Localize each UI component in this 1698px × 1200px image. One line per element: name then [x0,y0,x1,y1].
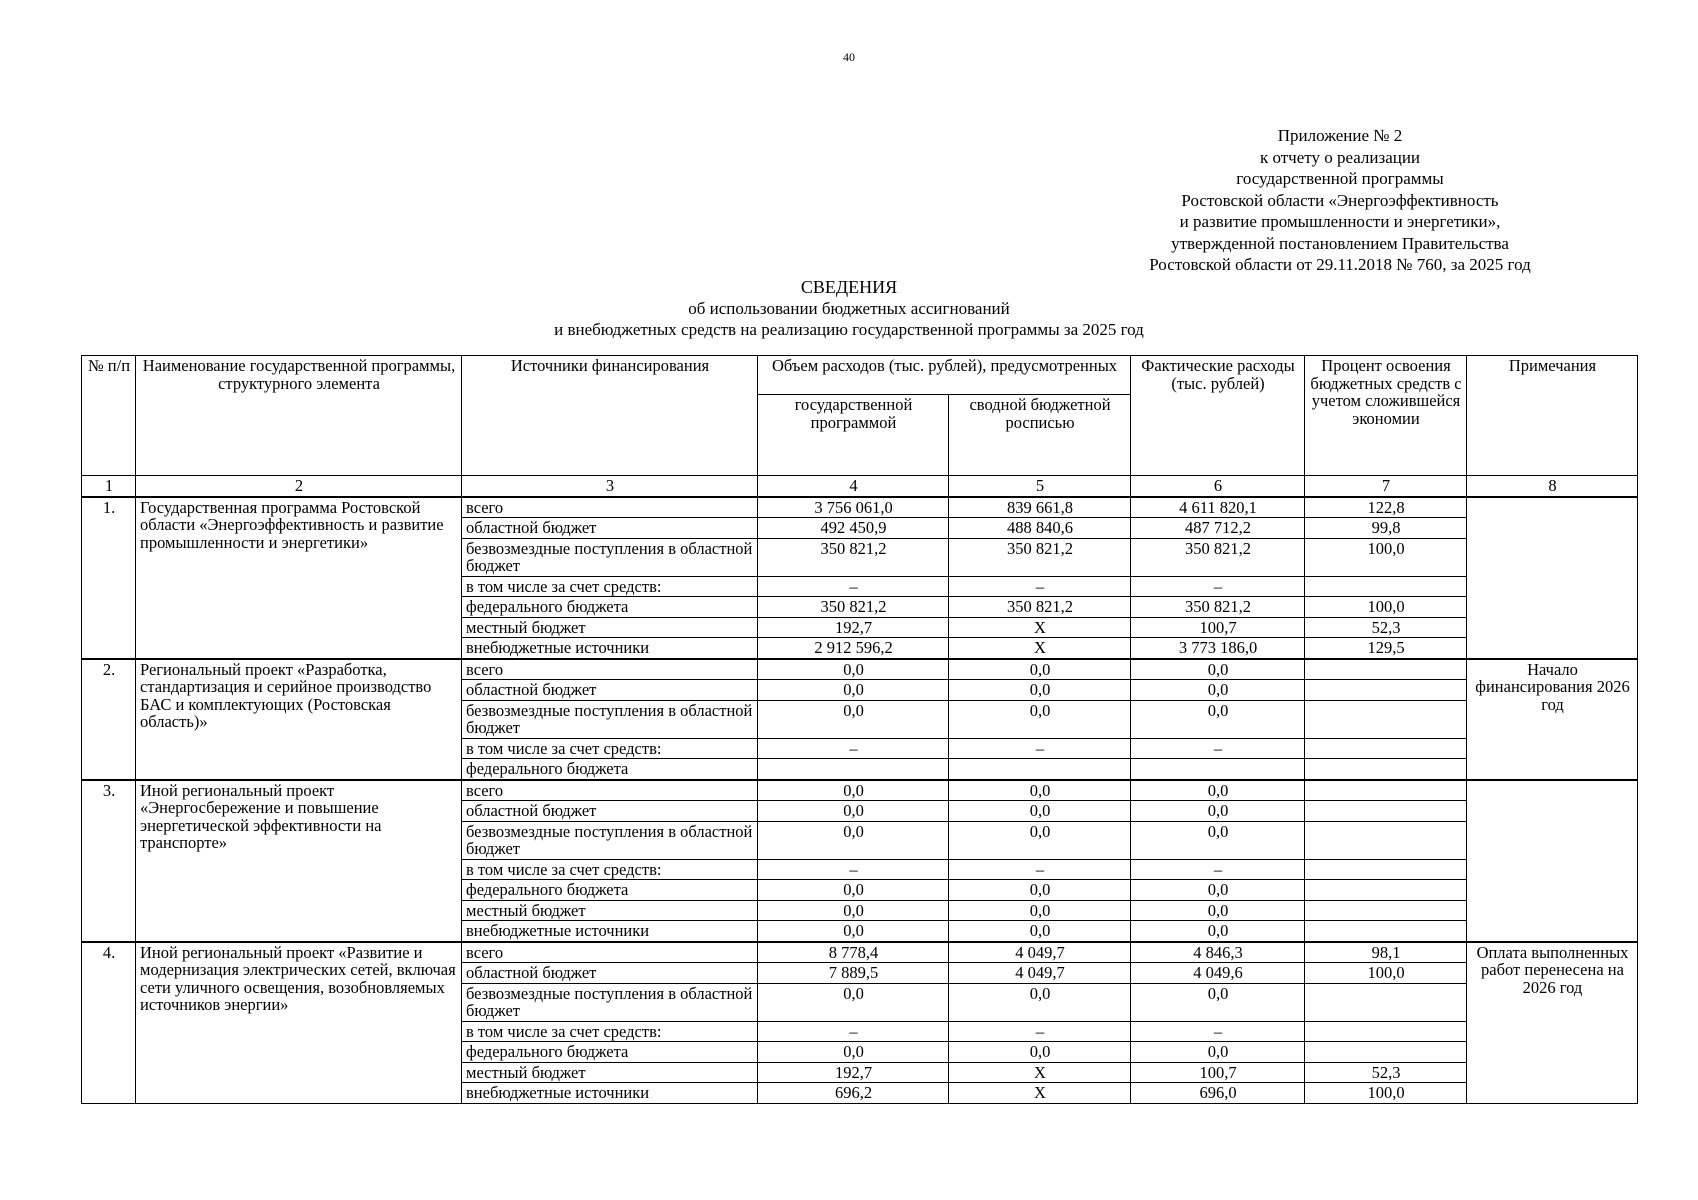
percent-value [1305,1042,1467,1063]
program-amount: 350 821,2 [758,597,949,618]
budget-amount: 4 049,7 [949,942,1131,963]
funding-source: всего [462,497,758,518]
section-name: Иной региональный проект «Развитие и модернизация электрических сетей, включая сети уличного освещения, возобновляемых источников энергии» [136,942,462,1104]
program-amount: 0,0 [758,821,949,859]
actual-amount: 487 712,2 [1131,518,1305,539]
actual-amount [1131,759,1305,780]
program-amount: 0,0 [758,983,949,1021]
section-number: 2. [82,659,136,780]
appendix-line: государственной программы [1236,169,1444,188]
percent-value [1305,780,1467,801]
table-row [82,942,1638,963]
header-by-program: государственной программой [758,395,949,476]
program-amount: 0,0 [758,700,949,738]
funding-source: безвозмездные поступления в областной бюджет [462,983,758,1021]
budget-amount: 4 049,7 [949,963,1131,984]
column-number: 2 [136,476,462,497]
actual-amount: 0,0 [1131,680,1305,701]
percent-value [1305,900,1467,921]
funding-source: всего [462,780,758,801]
funding-source: внебюджетные источники [462,1083,758,1104]
percent-value: 100,0 [1305,1083,1467,1104]
actual-amount: 100,7 [1131,617,1305,638]
percent-value: 100,0 [1305,538,1467,576]
column-number: 6 [1131,476,1305,497]
percent-value [1305,921,1467,942]
funding-source: федерального бюджета [462,1042,758,1063]
funding-source: внебюджетные источники [462,921,758,942]
title-line: об использовании бюджетных ассигнований [688,299,1010,318]
actual-amount: 350 821,2 [1131,597,1305,618]
header-actual: Фактические расходы (тыс. рублей) [1131,356,1305,476]
program-amount: 2 912 596,2 [758,638,949,659]
table-section [82,942,1638,1104]
percent-value: 52,3 [1305,617,1467,638]
funding-source: федерального бюджета [462,880,758,901]
percent-value [1305,659,1467,680]
section-name: Государственная программа Ростовской области «Энергоэффективность и развитие промышленности и энергетики» [136,497,462,659]
program-amount: 0,0 [758,921,949,942]
percent-value: 98,1 [1305,942,1467,963]
budget-amount: 350 821,2 [949,538,1131,576]
column-number: 7 [1305,476,1467,497]
actual-amount: – [1131,859,1305,880]
section-name: Региональный проект «Разработка, стандартизация и серийное производство БАС и комплектующих (Ростовская область)» [136,659,462,780]
actual-amount: 100,7 [1131,1062,1305,1083]
funding-source: в том числе за счет средств: [462,1021,758,1042]
program-amount: – [758,859,949,880]
percent-value [1305,983,1467,1021]
appendix-line: Ростовской области от 29.11.2018 № 760, за 2025 год [1149,255,1531,274]
actual-amount: 0,0 [1131,1042,1305,1063]
appendix-line: и развитие промышленности и энергетики», [1179,212,1501,231]
actual-amount: 0,0 [1131,780,1305,801]
percent-value [1305,576,1467,597]
funding-source: местный бюджет [462,900,758,921]
actual-amount: 3 773 186,0 [1131,638,1305,659]
budget-amount: 0,0 [949,900,1131,921]
program-amount: 0,0 [758,780,949,801]
program-amount [758,759,949,780]
budget-amount: – [949,576,1131,597]
column-number-row [82,476,1638,497]
section-number: 4. [82,942,136,1104]
actual-amount: 350 821,2 [1131,538,1305,576]
budget-amount: – [949,1021,1131,1042]
percent-value: 100,0 [1305,963,1467,984]
actual-amount: 0,0 [1131,900,1305,921]
header-by-budget: сводной бюджетной росписью [949,395,1131,476]
program-amount: 0,0 [758,801,949,822]
table-section [82,780,1638,942]
table-section [82,497,1638,659]
budget-amount: 0,0 [949,780,1131,801]
percent-value [1305,821,1467,859]
funding-source: в том числе за счет средств: [462,738,758,759]
header-percent: Процент освоения бюджетных средств с учетом сложившейся экономии [1305,356,1467,476]
funding-source: безвозмездные поступления в областной бюджет [462,538,758,576]
actual-amount: 0,0 [1131,880,1305,901]
header-num: № п/п [82,356,136,476]
header-volume: Объем расходов (тыс. рублей), предусмотренных [758,356,1131,395]
program-amount: – [758,576,949,597]
actual-amount: – [1131,1021,1305,1042]
actual-amount: 0,0 [1131,821,1305,859]
percent-value [1305,801,1467,822]
budget-amount: 350 821,2 [949,597,1131,618]
funding-source: безвозмездные поступления в областной бюджет [462,821,758,859]
percent-value [1305,1021,1467,1042]
percent-value: 122,8 [1305,497,1467,518]
section-note: Оплата выполненных работ перенесена на 2026 год [1467,942,1638,1104]
actual-amount: 4 049,6 [1131,963,1305,984]
actual-amount: 0,0 [1131,659,1305,680]
actual-amount: 0,0 [1131,801,1305,822]
actual-amount: 0,0 [1131,983,1305,1021]
program-amount: 492 450,9 [758,518,949,539]
appendix-line: к отчету о реализации [1259,147,1421,167]
funding-source: местный бюджет [462,617,758,638]
budget-amount: 0,0 [949,680,1131,701]
column-number: 5 [949,476,1131,497]
column-number: 8 [1467,476,1638,497]
program-amount: – [758,738,949,759]
actual-amount: 0,0 [1131,921,1305,942]
percent-value [1305,700,1467,738]
budget-amount: – [949,738,1131,759]
section-number: 1. [82,497,136,659]
program-amount: – [758,1021,949,1042]
program-amount: 192,7 [758,617,949,638]
table-section [82,659,1638,780]
budget-amount: Х [949,1062,1131,1083]
actual-amount: 4 846,3 [1131,942,1305,963]
title-line: и внебюджетных средств на реализацию государственной программы за 2025 год [554,320,1144,339]
percent-value [1305,880,1467,901]
page-number: 40 [843,50,855,64]
column-number: 1 [82,476,136,497]
funding-source: безвозмездные поступления в областной бюджет [462,700,758,738]
budget-amount: 0,0 [949,700,1131,738]
percent-value: 129,5 [1305,638,1467,659]
actual-amount: 0,0 [1131,700,1305,738]
section-note [1467,497,1638,659]
budget-amount [949,759,1131,780]
table-row [82,659,1638,680]
funding-source: областной бюджет [462,680,758,701]
appendix-line: Приложение № 2 [1277,126,1403,145]
actual-amount: 696,0 [1131,1083,1305,1104]
funding-source: местный бюджет [462,1062,758,1083]
actual-amount: – [1131,576,1305,597]
funding-source: федерального бюджета [462,597,758,618]
budget-amount: 0,0 [949,880,1131,901]
budget-amount: – [949,859,1131,880]
funding-source: федерального бюджета [462,759,758,780]
program-amount: 0,0 [758,880,949,901]
funding-source: в том числе за счет средств: [462,859,758,880]
program-amount: 0,0 [758,680,949,701]
program-amount: 350 821,2 [758,538,949,576]
budget-amount: 0,0 [949,801,1131,822]
section-number: 3. [82,780,136,942]
table-row [82,780,1638,801]
program-amount: 0,0 [758,1042,949,1063]
funding-source: областной бюджет [462,963,758,984]
section-note [1467,780,1638,942]
column-number: 3 [462,476,758,497]
appendix-line: Ростовской области «Энергоэффективность [1181,190,1499,210]
section-note: Начало финансирования 2026 год [1467,659,1638,780]
budget-amount: Х [949,617,1131,638]
program-amount: 0,0 [758,900,949,921]
budget-amount: 839 661,8 [949,497,1131,518]
column-number: 4 [758,476,949,497]
percent-value [1305,738,1467,759]
report-table [81,355,1638,1104]
funding-source: в том числе за счет средств: [462,576,758,597]
funding-source: областной бюджет [462,518,758,539]
actual-amount: – [1131,738,1305,759]
funding-source: областной бюджет [462,801,758,822]
header-notes: Примечания [1467,356,1638,476]
budget-amount: 0,0 [949,983,1131,1021]
percent-value [1305,680,1467,701]
percent-value: 100,0 [1305,597,1467,618]
appendix-line: утвержденной постановлением Правительства [1171,233,1509,253]
funding-source: всего [462,659,758,680]
budget-amount: 0,0 [949,659,1131,680]
percent-value: 99,8 [1305,518,1467,539]
budget-amount: Х [949,638,1131,659]
actual-amount: 4 611 820,1 [1131,497,1305,518]
budget-amount: 0,0 [949,1042,1131,1063]
program-amount: 8 778,4 [758,942,949,963]
program-amount: 7 889,5 [758,963,949,984]
header-source: Источники финансирования [462,356,758,476]
program-amount: 192,7 [758,1062,949,1083]
title-main: СВЕДЕНИЯ [800,277,898,297]
percent-value [1305,759,1467,780]
percent-value [1305,859,1467,880]
funding-source: внебюджетные источники [462,638,758,659]
funding-source: всего [462,942,758,963]
appendix-block [1060,125,1620,276]
program-amount: 3 756 061,0 [758,497,949,518]
section-name: Иной региональный проект «Энергосбережение и повышение энергетической эффективности на транспорте» [136,780,462,942]
budget-amount: 488 840,6 [949,518,1131,539]
header-name: Наименование государственной программы, структурного элемента [136,356,462,476]
percent-value: 52,3 [1305,1062,1467,1083]
budget-amount: 0,0 [949,821,1131,859]
program-amount: 0,0 [758,659,949,680]
budget-amount: 0,0 [949,921,1131,942]
document-title [0,277,1698,340]
program-amount: 696,2 [758,1083,949,1104]
budget-amount: Х [949,1083,1131,1104]
table-row [82,497,1638,518]
